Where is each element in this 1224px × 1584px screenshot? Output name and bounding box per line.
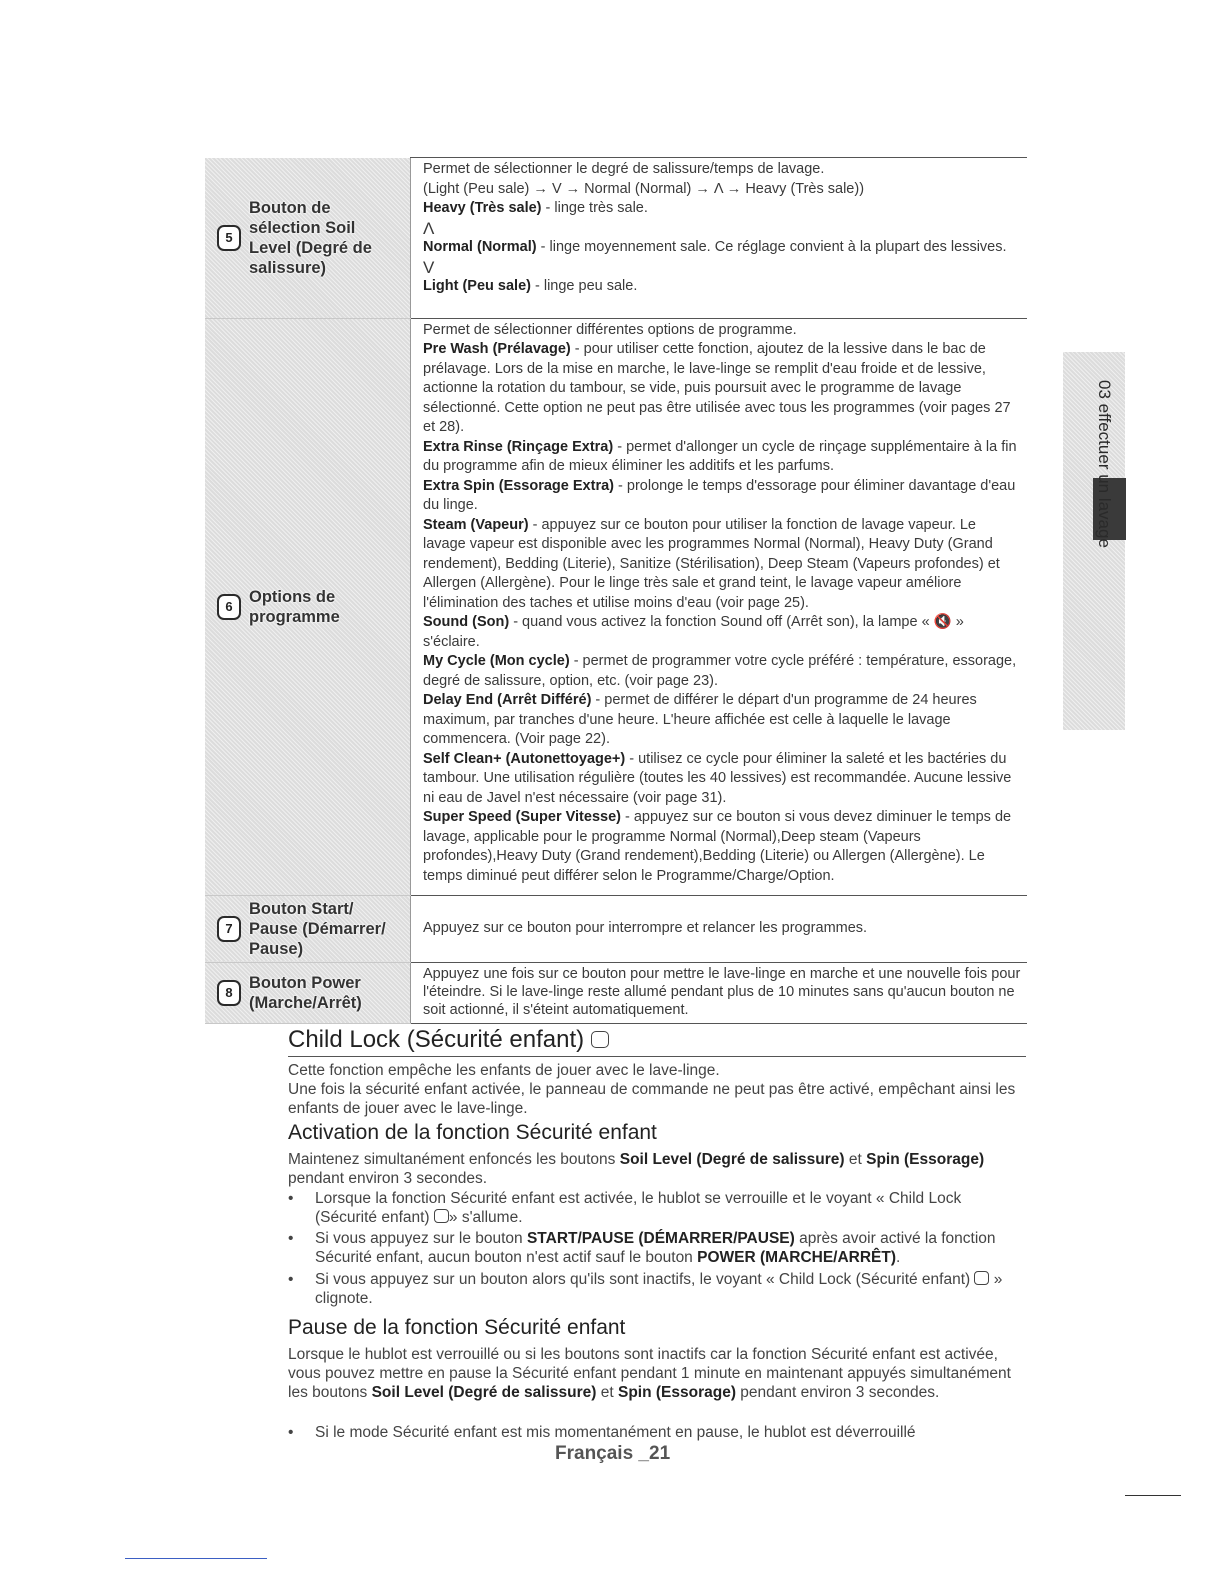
corner-rule <box>1125 1495 1181 1496</box>
row5-heavy-text: - linge très sale. <box>541 200 648 216</box>
row5-heavy-term: Heavy (Très sale) <box>423 200 542 216</box>
option-steam: Steam (Vapeur) - appuyez sur ce bouton pour utiliser la fonction de lavage vapeur. Le lavage vapeur est disponible avec les programmes Normal (Normal), Heavy Duty (Grand rendement), Bedding (Literie), Sanitize (Stérilisation), Deep Steam (Vapeurs profondes) et Allergen (Allergène). Pour le linge très sale et grand teint, le lavage vapeur améliore l'élimination des taches et utilise moins d'eau (voir page 25). <box>423 516 1000 611</box>
child-lock-intro-1: Cette fonction empêche les enfants de jouer avec le lave-linge. <box>288 1062 720 1079</box>
row5-light-term: Light (Peu sale) <box>423 278 531 294</box>
row7-description <box>411 895 1028 962</box>
row5-light-text: - linge peu sale. <box>530 278 638 294</box>
row5-label-cell <box>205 158 411 319</box>
option-prewash: Pre Wash (Prélavage) - pour utiliser cette fonction, ajoutez de la lessive dans le bac de prélavage. Lors de la mise en marche, le lave-linge se remplit d'eau froide et de lessive, actionne la rotation du tambour, se vide, puis poursuit avec le programme de lavage sélectionné. Cette option ne peut pas être utilisée avec tous les programmes (voir pages 27 et 28). <box>423 341 1011 435</box>
row5-intro: Permet de sélectionner le degré de salissure/temps de lavage. <box>423 161 825 177</box>
row8-number: 8 <box>217 980 241 1006</box>
child-lock-title: Child Lock (Sécurité enfant) <box>288 1026 1026 1057</box>
row8-label-cell <box>205 962 411 1023</box>
controls-table <box>205 157 1027 1024</box>
row6-label: Options de programme <box>249 587 340 626</box>
pause-title: Pause de la fonction Sécurité enfant <box>288 1316 626 1339</box>
page-footer: Français _21 <box>555 1443 671 1464</box>
row8-label: Bouton Power (Marche/Arrêt) <box>249 973 362 1012</box>
activation-bullet-1: • Lorsque la fonction Sécurité enfant est activée, le hublot se verrouille et le voyant « Child Lock (Sécurité enfant) » s'allume. <box>288 1190 962 1226</box>
activation-title: Activation de la fonction Sécurité enfant <box>288 1121 657 1144</box>
row6-description <box>411 318 1028 895</box>
option-extra-rinse: Extra Rinse (Rinçage Extra) - permet d'allonger un cycle de rinçage supplémentaire à la fin du programme afin de mieux éliminer les additifs et les parfums. <box>423 438 1017 474</box>
activation-text: Maintenez simultanément enfoncés les boutons Soil Level (Degré de salissure) et Spin (Essorage) pendant environ 3 secondes. <box>288 1151 985 1187</box>
row7-text: Appuyez sur ce bouton pour interrompre et relancer les programmes. <box>423 919 868 936</box>
row7-number: 7 <box>217 916 241 942</box>
pause-text: Lorsque le hublot est verrouillé ou si les boutons sont inactifs car la fonction Sécurité enfant est activée, vous pouvez mettre en pause la Sécurité enfant pendant 1 minute en maintenant appuyés simultanément les boutons Soil Level (Degré de salissure) et Spin (Essorage) pendant environ 3 secondes. <box>288 1346 1011 1401</box>
row7-label-cell <box>205 895 411 962</box>
row5-sequence: (Light (Peu sale) → V → Normal (Normal) → Λ → Heavy (Très sale)) <box>423 180 865 197</box>
option-sound: Sound (Son) - quand vous activez la fonction Sound off (Arrêt son), la lampe « 🔇 » s'éclaire. <box>423 614 964 650</box>
option-self-clean: Self Clean+ (Autonettoyage+) - utilisez ce cycle pour éliminer la saleté et les bactéries du tambour. Une utilisation régulière (toutes les 40 lessives) est recommandée. Aucune lessive ni eau de Javel n'est nécessaire (voir page 31). <box>423 750 1012 806</box>
row7-label: Bouton Start/ Pause (Démarrer/ Pause) <box>249 899 386 958</box>
child-lock-intro-2: Une fois la sécurité enfant activée, le panneau de commande ne peut pas être activé, empêchant ainsi les enfants de jouer avec le lave-linge. <box>288 1081 1016 1117</box>
row5-description <box>411 158 1028 319</box>
row5-normal-term: Normal (Normal) <box>423 239 537 255</box>
side-tab-label: 03 effectuer un lavage <box>1095 380 1114 548</box>
child-lock-icon <box>434 1209 449 1223</box>
row6-intro: Permet de sélectionner différentes options de programme. <box>423 321 797 338</box>
up-arrow-icon: Λ <box>423 218 435 238</box>
option-my-cycle: My Cycle (Mon cycle) - permet de programmer votre cycle préféré : température, essorage, degré de salissure, option, etc. (voir page 23). <box>423 653 1017 689</box>
option-extra-spin: Extra Spin (Essorage Extra) - prolonge le temps d'essorage pour éliminer davantage d'eau du linge. <box>423 477 1016 513</box>
pause-bullet-1: • Si le mode Sécurité enfant est mis momentanément en pause, le hublot est déverrouillé <box>288 1424 916 1441</box>
row8-description <box>411 962 1028 1023</box>
row5-label: Bouton de sélection Soil Level (Degré de salissure) <box>249 198 372 277</box>
activation-bullet-2: • Si vous appuyez sur le bouton START/PAUSE (DÉMARRER/PAUSE) après avoir activé la fonction Sécurité enfant, aucun bouton n'est actif sauf le bouton POWER (MARCHE/ARRÊT). <box>288 1230 996 1266</box>
row6-number: 6 <box>217 594 241 620</box>
row8-text: Appuyez une fois sur ce bouton pour mettre le lave-linge en marche et une nouvelle fois pour l'éteindre. Si le lave-linge reste allumé pendant plus de 10 minutes sans qu'aucun bouton ne soit actionné, il s'éteint automatiquement. <box>423 965 1021 1018</box>
option-delay-end: Delay End (Arrêt Différé) - permet de différer le départ d'un programme de 24 heures maximum, par tranches d'une heure. L'heure affichée est celle à laquelle le lavage commencera. (Voir page 22). <box>423 692 977 747</box>
down-arrow-icon: V <box>423 257 435 277</box>
activation-bullet-3: • Si vous appuyez sur un bouton alors qu'ils sont inactifs, le voyant « Child Lock (Sécurité enfant) » clignote. <box>288 1271 1003 1307</box>
option-super-speed: Super Speed (Super Vitesse) - appuyez sur ce bouton si vous devez diminuer le temps de lavage, applicable pour le programme Normal (Normal),Deep steam (Vapeurs profondes),Heavy Duty (Grand rendement),Bedding (Literie) ou Allergen (Allergène). Le temps diminué peut différer selon le Programme/Charge/Option. <box>423 809 1012 884</box>
bottom-rule <box>125 1558 267 1559</box>
child-lock-icon <box>591 1031 609 1048</box>
child-lock-icon <box>974 1271 989 1285</box>
row5-number: 5 <box>217 225 241 251</box>
row6-label-cell <box>205 318 411 895</box>
row5-normal-text: - linge moyennement sale. Ce réglage convient à la plupart des lessives. <box>536 239 1007 255</box>
